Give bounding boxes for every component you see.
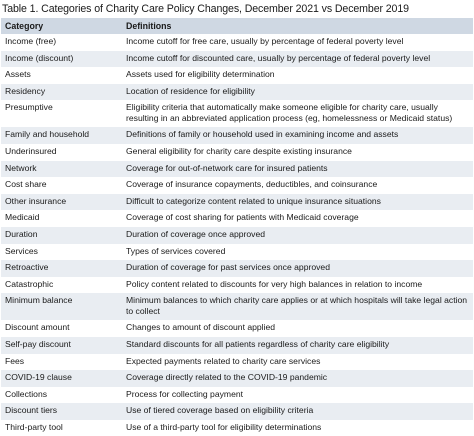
- definition-cell: Duration of coverage for past services once approved: [122, 260, 473, 277]
- category-cell: Collections: [5, 388, 48, 399]
- definition-cell: Coverage of cost sharing for patients with Medicaid coverage: [126, 212, 359, 223]
- category-cell: Services: [5, 245, 38, 256]
- definition-cell: Difficult to categorize content related to unique insurance situations: [122, 194, 473, 211]
- category-cell: Assets: [5, 69, 31, 80]
- table-row: [1, 244, 473, 261]
- category-cell: Third-party tool: [5, 421, 63, 432]
- category-cell: Discount amount: [5, 322, 70, 333]
- table-row: [1, 100, 473, 127]
- header-category: Category: [1, 18, 122, 34]
- table-row: [1, 84, 473, 101]
- definition-cell: Minimum balances to which charity care applies or at which hospitals will take legal action to collect: [122, 293, 473, 320]
- table-caption: Table 1. Categories of Charity Care Policy Changes, December 2021 vs December 2019: [2, 3, 409, 15]
- table-row: [1, 403, 473, 420]
- definition-cell: Eligibility criteria that automatically make someone eligible for charity care, usually resulting in an abbreviated application process (eg, homelessness or Medicaid status): [126, 102, 453, 123]
- category-cell: Residency: [1, 84, 122, 101]
- table-row: [1, 161, 473, 178]
- category-cell: Family and household: [1, 127, 122, 144]
- table-row: [1, 194, 473, 211]
- definition-cell: Definitions of family or household used in examining income and assets: [122, 127, 473, 144]
- table-row: [1, 210, 473, 227]
- definition-cell: Standard discounts for all patients regardless of charity care eligibility: [122, 337, 473, 354]
- category-cell: Medicaid: [5, 212, 40, 223]
- header-definitions: Definitions: [122, 18, 473, 34]
- definition-cell: Coverage directly related to the COVID-19 pandemic: [122, 370, 473, 387]
- definition-cell: Changes to amount of discount applied: [126, 322, 276, 333]
- definition-cell: Income cutoff for discounted care, usually by percentage of federal poverty level: [122, 51, 473, 68]
- table-row: [1, 51, 473, 68]
- table-row: [1, 67, 473, 84]
- category-cell: Retroactive: [1, 260, 122, 277]
- table-header-row: [1, 18, 473, 34]
- table-row: [1, 34, 473, 51]
- table-row: [1, 177, 473, 194]
- definition-cell: Policy content related to discounts for very high balances in relation to income: [126, 278, 423, 289]
- category-cell: Minimum balance: [1, 293, 122, 320]
- category-cell: Other insurance: [1, 194, 122, 211]
- table-row: [1, 293, 473, 320]
- definition-cell: Income cutoff for free care, usually by percentage of federal poverty level: [126, 36, 404, 46]
- definition-cell: Duration of coverage once approved: [122, 227, 473, 244]
- table-row: [1, 387, 473, 404]
- definition-cell: General eligibility for charity care despite existing insurance: [126, 145, 352, 156]
- definition-cell: Coverage for out-of-network care for insured patients: [122, 161, 473, 178]
- category-cell: Income (free): [5, 36, 57, 46]
- table-row: [1, 277, 473, 294]
- category-cell: Self-pay discount: [1, 337, 122, 354]
- definition-cell: Process for collecting payment: [126, 388, 244, 399]
- category-cell: COVID-19 clause: [1, 370, 122, 387]
- category-cell: Network: [1, 161, 122, 178]
- table-row: [1, 127, 473, 144]
- category-cell: Duration: [1, 227, 122, 244]
- categories-table: [1, 18, 473, 436]
- category-cell: Discount tiers: [1, 403, 122, 420]
- definition-cell: Location of residence for eligibility: [122, 84, 473, 101]
- table-row: [1, 337, 473, 354]
- category-cell: Underinsured: [5, 145, 57, 156]
- definition-cell: Expected payments related to charity care services: [126, 355, 321, 366]
- category-cell: Income (discount): [1, 51, 122, 68]
- definition-cell: Use of tiered coverage based on eligibility criteria: [122, 403, 473, 420]
- table-row: [1, 420, 473, 436]
- definition-cell: Types of services covered: [126, 245, 226, 256]
- table-row: [1, 370, 473, 387]
- table-row: [1, 354, 473, 371]
- category-cell: Presumptive: [5, 102, 53, 113]
- definition-cell: Coverage of insurance copayments, deductibles, and coinsurance: [126, 179, 378, 190]
- definition-cell: Use of a third-party tool for eligibility determinations: [126, 421, 322, 432]
- category-cell: Catastrophic: [5, 278, 54, 289]
- table-row: [1, 144, 473, 161]
- category-cell: Cost share: [5, 179, 47, 190]
- category-cell: Fees: [5, 355, 25, 366]
- table-row: [1, 320, 473, 337]
- table-row: [1, 227, 473, 244]
- definition-cell: Assets used for eligibility determination: [126, 69, 275, 80]
- table-row: [1, 260, 473, 277]
